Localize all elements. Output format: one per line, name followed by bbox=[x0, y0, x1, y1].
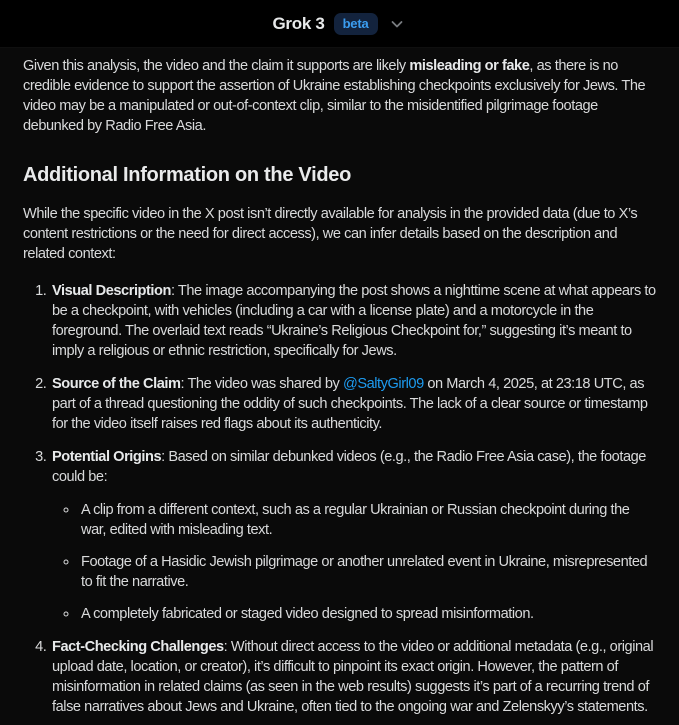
item-text: : Without direct access to the video or additional metadata (e.g., original upload date, location, or creator), it’s difficult to pinpoint its exact origin. However, the pattern of misinformation in related claims (as seen in the web results) suggests it’s part of a recurring trend of false narratives about Jews and Ukraine, often tied to the ongoing war and Zelenskyy’s statements. bbox=[52, 639, 654, 715]
item-label: Source of the Claim bbox=[52, 376, 181, 392]
model-selector-button[interactable] bbox=[387, 14, 407, 34]
model-title: Grok 3 bbox=[272, 13, 325, 33]
beta-badge: beta bbox=[334, 13, 378, 35]
item-label: Fact-Checking Challenges bbox=[52, 639, 224, 655]
item-label: Visual Description bbox=[52, 283, 171, 299]
section-heading: Additional Information on the Video bbox=[23, 164, 352, 186]
grok-header bbox=[0, 0, 679, 48]
item-label: Potential Origins bbox=[52, 449, 162, 465]
list-item-fact-checking bbox=[50, 637, 656, 717]
item-text: : The image accompanying the post shows a nighttime scene at what appears to be a checkpoint, with vehicles (including a car with a license plate) and a motorcycle in the foreground. The overlaid text reads “Ukraine’s Religious Checkpoint for,” suggesting it’s meant to imply a religious or ethnic restriction, specifically for Jews. bbox=[52, 283, 656, 359]
item-text-pre-link: : The video was shared by bbox=[180, 376, 343, 392]
username-link[interactable]: @SaltyGirl09 bbox=[342, 376, 424, 392]
assistant-response bbox=[0, 56, 679, 725]
intro-paragraph bbox=[23, 56, 656, 136]
sub-list bbox=[52, 500, 656, 624]
lead-paragraph: While the specific video in the X post isn’t directly available for analysis in the provided data (due to X’s content restrictions or the need for direct access), we can infer details based on the description and related context: bbox=[23, 206, 638, 262]
item-text-post-link: on March 4, 2025, at 23:18 UTC, as part of a thread questioning the oddity of such checkpoints. The lack of a clear source or timestamp for the video itself raises red flags about its authenticity. bbox=[52, 376, 648, 432]
intro-text-pre: Given this analysis, the video and the claim it supports are likely bbox=[23, 58, 410, 74]
list-item-visual-description bbox=[50, 281, 656, 361]
intro-text-bold: misleading or fake bbox=[409, 58, 530, 74]
info-list bbox=[23, 281, 656, 717]
sub-list-item: ◦ A clip from a different context, such as a regular Ukrainian or Russian checkpoint during the war, edited with misleading text. bbox=[79, 500, 656, 540]
item-text: : Based on similar debunked videos (e.g., the Radio Free Asia case), the footage could be: bbox=[52, 449, 646, 485]
sub-list-item: ◦ A completely fabricated or staged video designed to spread misinformation. bbox=[79, 604, 656, 624]
chevron-down-icon bbox=[389, 16, 405, 32]
sub-list-item: ◦ Footage of a Hasidic Jewish pilgrimage or another unrelated event in Ukraine, misrepresented to fit the narrative. bbox=[79, 552, 656, 592]
list-item-source-of-claim bbox=[50, 374, 656, 434]
list-item-potential-origins bbox=[50, 447, 656, 624]
intro-text-post: , as there is no credible evidence to support the assertion of Ukraine establishing checkpoints exclusively for Jews. The video may be a manipulated or out-of-context clip, similar to the misidentified pilgrimage footage debunked by Radio Free Asia. bbox=[23, 58, 646, 134]
